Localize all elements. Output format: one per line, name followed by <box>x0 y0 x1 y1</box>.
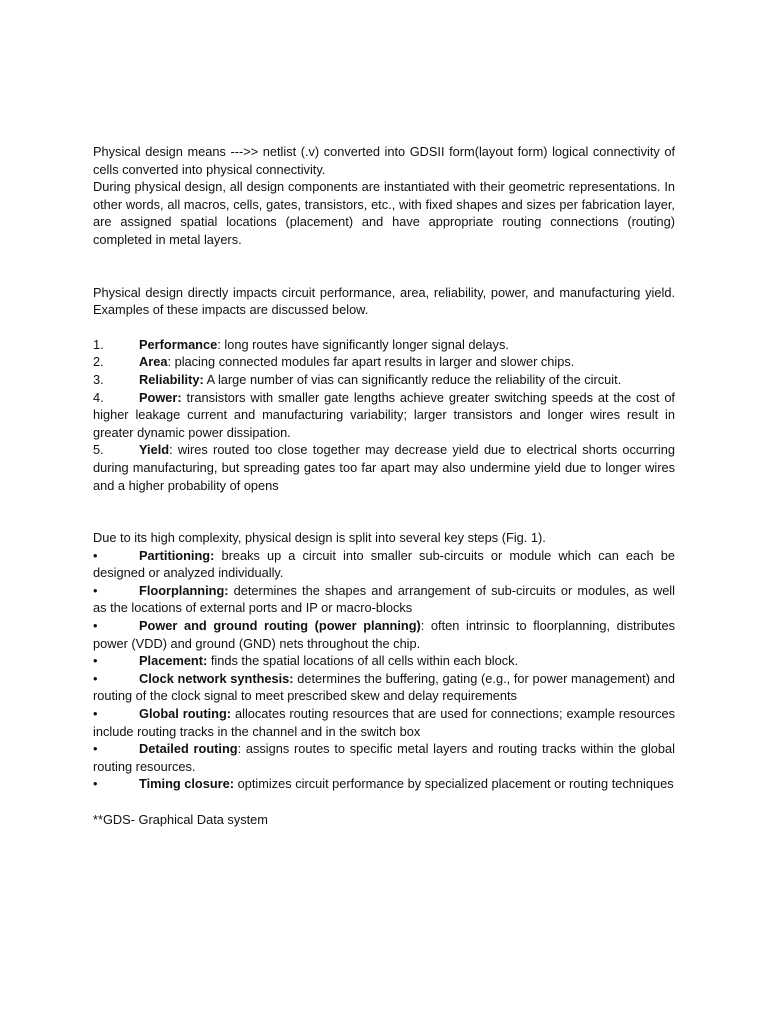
impact-item: 4. Power: transistors with smaller gate lengths achieve greater switching speeds at the cost of higher leakage current and manufacturing variability; larger transistors and longer wires result in greater dynamic power dissipation. <box>93 389 675 440</box>
impacts-list <box>93 336 675 494</box>
intro-paragraph-1: Physical design means --->> netlist (.v) converted into GDSII form(layout form) logical connectivity of cells converted into physical connectivity. <box>93 144 675 177</box>
bullet-icon: • <box>93 706 98 722</box>
impact-item: 1. Performance: long routes have significantly longer signal delays. <box>93 336 509 352</box>
bullet-icon: • <box>93 670 98 686</box>
step-item: • Power and ground routing (power planning): often intrinsic to floorplanning, distributes power (VDD) and ground (GND) nets throughout the chip. <box>93 618 675 651</box>
bullet-icon: • <box>93 776 98 792</box>
step-item: • Global routing: allocates routing resources that are used for connections; example resources include routing tracks in the channel and in the switch box <box>93 706 675 739</box>
step-item: • Detailed routing: assigns routes to specific metal layers and routing tracks within the global routing resources. <box>93 741 676 774</box>
impact-item: 2. Area: placing connected modules far apart results in larger and slower chips. <box>93 354 575 370</box>
step-item: • Floorplanning: determines the shapes and arrangement of sub-circuits or modules, as well as the locations of external ports and IP or macro-blocks <box>93 582 675 616</box>
bullet-icon: • <box>93 582 98 598</box>
step-item: • Clock network synthesis: determines the buffering, gating (e.g., for power management) and routing of the clock signal to meet prescribed skew and delay requirements <box>93 670 675 704</box>
step-item: • Timing closure: optimizes circuit performance by specialized placement or routing techniques <box>93 776 674 792</box>
step-item: • Partitioning: breaks up a circuit into smaller sub-circuits or module which can each be designed or analyzed individually. <box>93 547 675 581</box>
step-item: • Placement: finds the spatial locations of all cells within each block. <box>93 653 519 669</box>
bullet-icon: • <box>93 653 98 669</box>
bullet-icon: • <box>93 741 98 757</box>
document-body <box>93 143 675 829</box>
bullet-icon: • <box>93 547 98 563</box>
intro-paragraph-2: During physical design, all design components are instantiated with their geometric representations. In other words, all macros, cells, gates, transistors, etc., with fixed shapes and sizes per fabrication layer, are assigned spatial locations (placement) and have appropriate routing connections (routing) completed in metal layers. <box>93 179 675 247</box>
footnote: **GDS- Graphical Data system <box>93 812 268 827</box>
bullet-icon: • <box>93 618 98 634</box>
steps-intro-paragraph: Due to its high complexity, physical design is split into several key steps (Fig. 1). <box>93 530 546 546</box>
impact-item: 3. Reliability: A large number of vias can significantly reduce the reliability of the circuit. <box>93 371 622 387</box>
impacts-intro-paragraph: Physical design directly impacts circuit performance, area, reliability, power, and manufacturing yield. Examples of these impacts are discussed below. <box>93 284 675 318</box>
steps-list <box>93 547 675 793</box>
impact-item: 5. Yield: wires routed too close together may decrease yield due to electrical shorts occurring during manufacturing, but spreading gates too far apart may also undermine yield due to longer wires and a higher probability of opens <box>93 442 675 493</box>
